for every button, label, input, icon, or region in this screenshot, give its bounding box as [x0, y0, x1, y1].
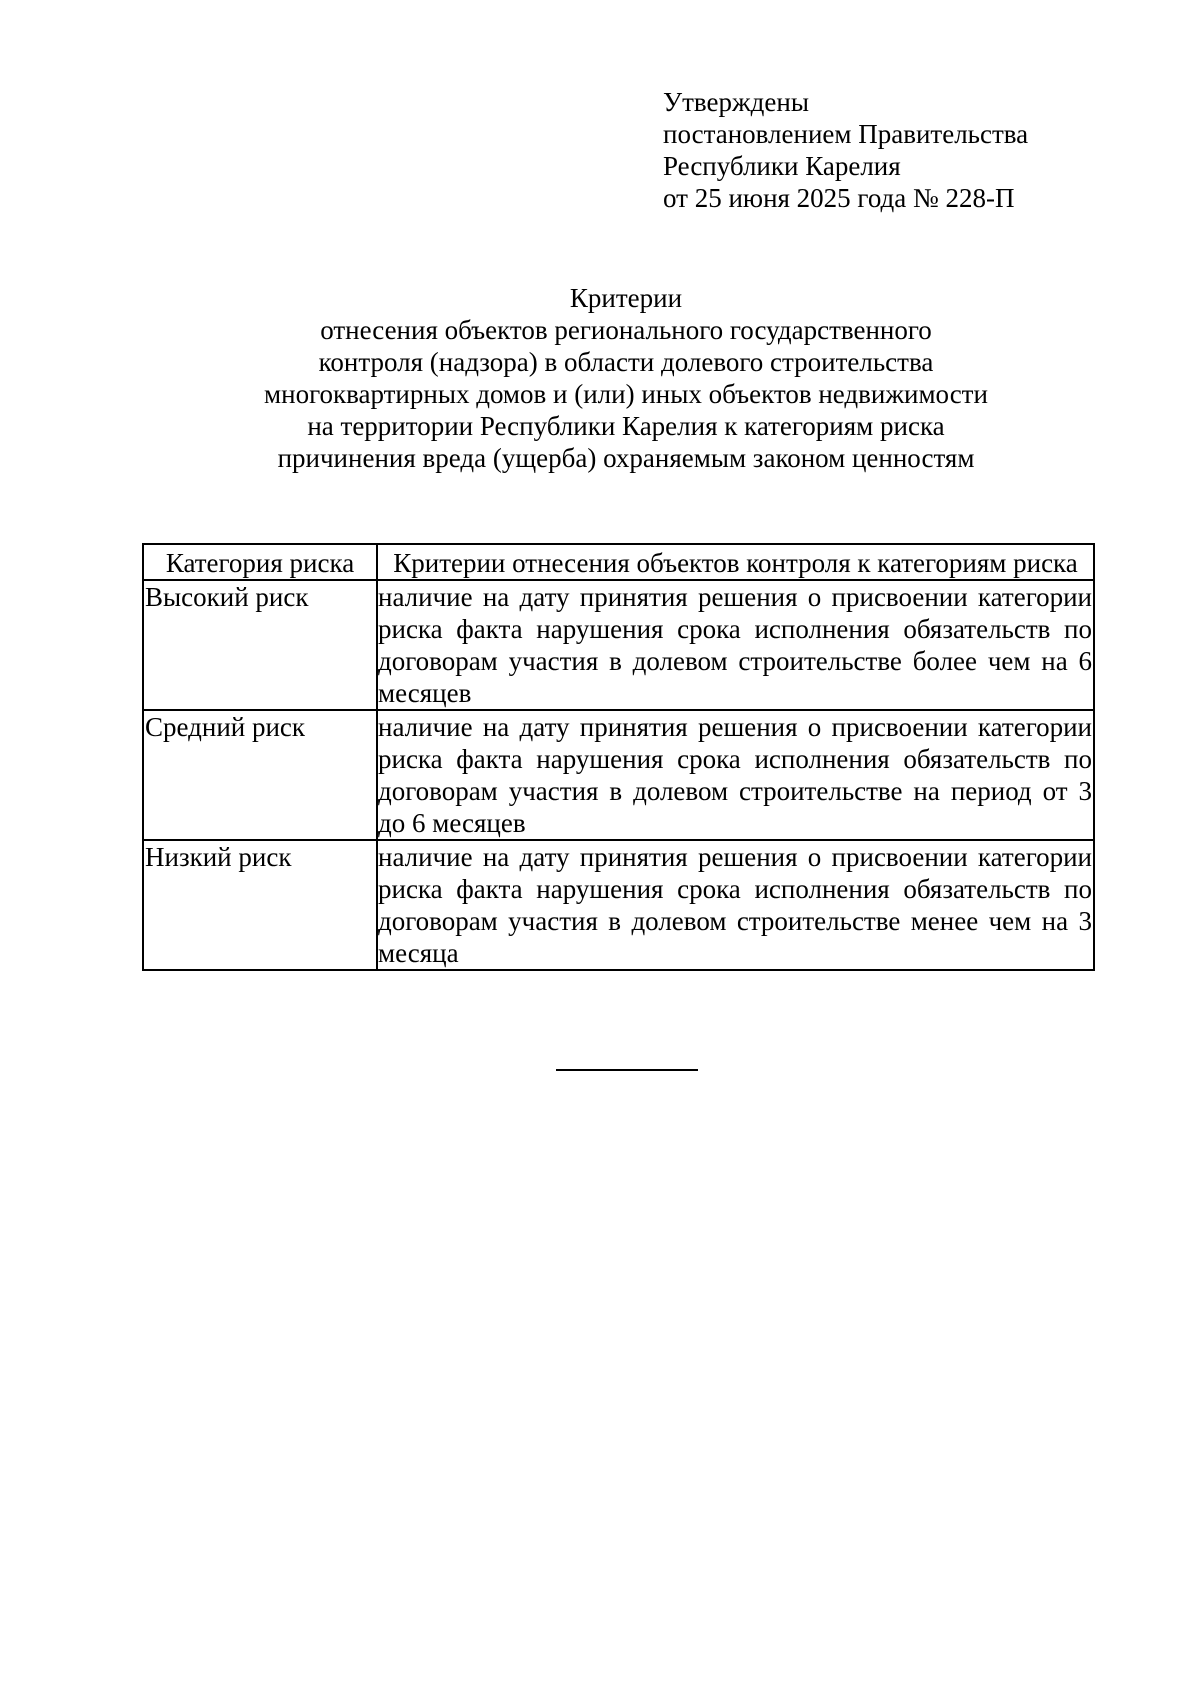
title-line-5: на территории Республики Карелия к категориям риска	[307, 411, 945, 441]
title-line-6: причинения вреда (ущерба) охраняемым законом ценностям	[277, 443, 975, 473]
category-cell-high: Высокий риск	[143, 580, 377, 710]
criteria-cell-high: наличие на дату принятия решения о присвоении категории риска факта нарушения срока исполнения обязательств по договорам участия в долевом строительстве более чем на 6 месяцев	[378, 582, 1092, 708]
category-cell-medium: Средний риск	[143, 710, 377, 840]
table-header-row	[143, 544, 1094, 580]
title-line-3: контроля (надзора) в области долевого строительства	[318, 347, 934, 377]
title-line-4: многоквартирных домов и (или) иных объектов недвижимости	[264, 379, 988, 409]
header-risk-category: Категория риска	[143, 544, 377, 580]
closing-separator-line	[556, 1069, 698, 1071]
category-cell-low: Низкий риск	[143, 840, 377, 970]
title-line-2: отнесения объектов регионального государственного	[320, 315, 932, 345]
risk-criteria-table	[142, 543, 1095, 971]
table-row-medium-risk	[143, 710, 1094, 840]
document-title	[0, 282, 1200, 474]
title-line-1: Критерии	[569, 283, 683, 313]
approval-line-republic: Республики Карелия	[663, 151, 901, 181]
criteria-cell-medium: наличие на дату принятия решения о присвоении категории риска факта нарушения срока исполнения обязательств по договорам участия в долевом строительстве на период от 3 до 6 месяцев	[378, 712, 1092, 838]
table-row-low-risk	[143, 840, 1094, 970]
approval-line-date-number: от 25 июня 2025 года № 228-П	[663, 183, 1015, 213]
criteria-cell-low: наличие на дату принятия решения о присвоении категории риска факта нарушения срока исполнения обязательств по договорам участия в долевом строительстве менее чем на 3 месяца	[378, 842, 1092, 968]
approval-block	[663, 86, 1028, 214]
approval-line-resolution: постановлением Правительства	[663, 119, 1029, 149]
table-row-high-risk	[143, 580, 1094, 710]
header-criteria: Критерии отнесения объектов контроля к категориям риска	[377, 544, 1094, 580]
approval-line-approved: Утверждены	[663, 87, 809, 117]
